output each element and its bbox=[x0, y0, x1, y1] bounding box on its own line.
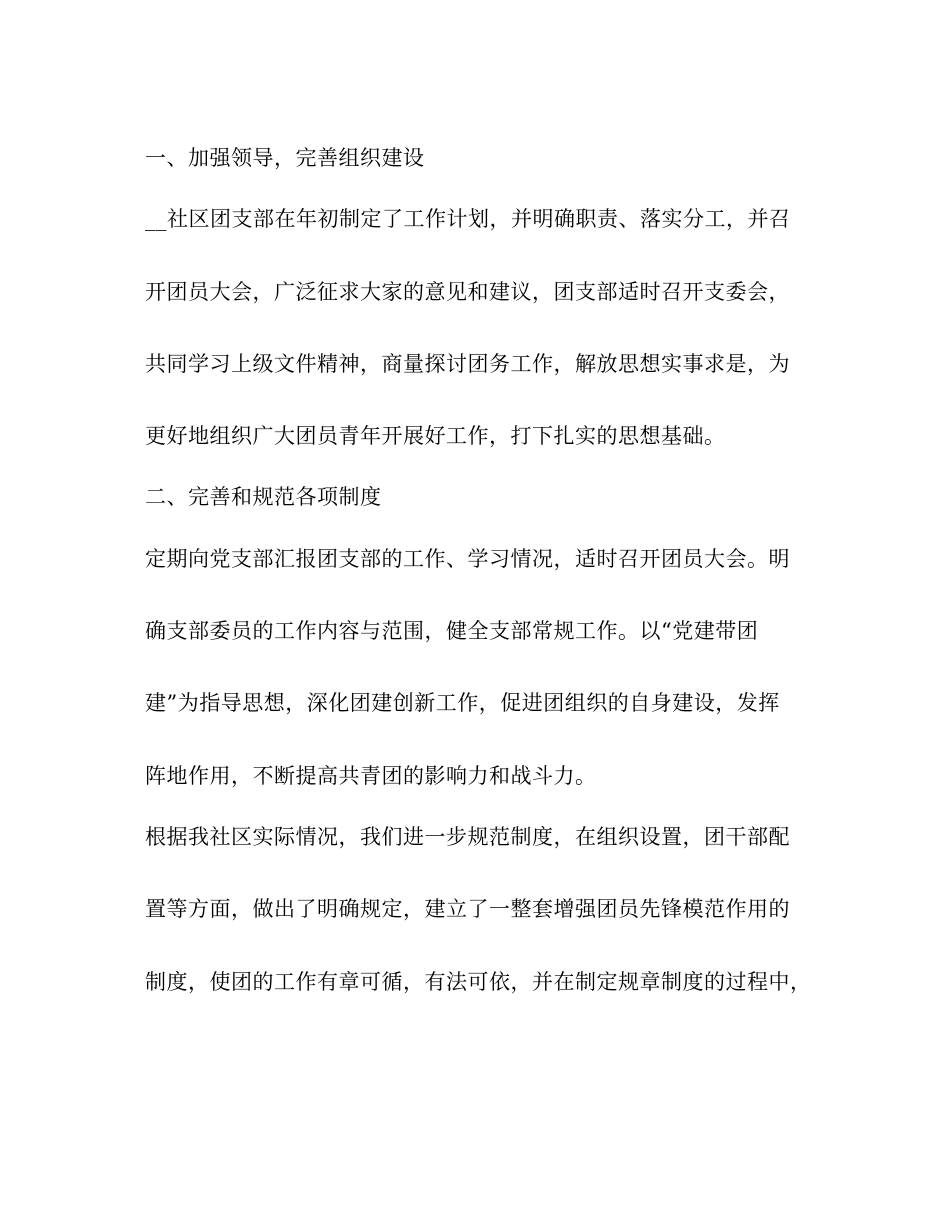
section-heading-2: 二、完善和规范各项制度 bbox=[145, 485, 382, 509]
paragraph-line: 定期向党支部汇报团支部的工作、学习情况，适时召开团员大会。明 bbox=[145, 547, 790, 571]
paragraph-line: 共同学习上级文件精神，商量探讨团务工作，解放思想实事求是，为 bbox=[145, 352, 790, 376]
paragraph-line: 开团员大会，广泛征求大家的意见和建议，团支部适时召开支委会， bbox=[145, 280, 790, 304]
paragraph-line: 确支部委员的工作内容与范围，健全支部常规工作。以“党建带团 bbox=[145, 619, 759, 643]
paragraph-line: 建”为指导思想，深化团建创新工作，促进团组织的自身建设，发挥 bbox=[145, 691, 780, 715]
paragraph-line: 置等方面，做出了明确规定，建立了一整套增强团员先锋模范作用的 bbox=[145, 897, 790, 921]
paragraph-line: 阵地作用，不断提高共青团的影响力和战斗力。 bbox=[145, 764, 597, 788]
paragraph-line: 更好地组织广大团员青年开展好工作，打下扎实的思想基础。 bbox=[145, 424, 726, 448]
section-heading-1: 一、加强领导，完善组织建设 bbox=[145, 146, 425, 170]
paragraph-line: 根据我社区实际情况，我们进一步规范制度，在组织设置，团干部配 bbox=[145, 825, 790, 849]
paragraph-line: 制度，使团的工作有章可循，有法可依，并在制定规章制度的过程中， bbox=[145, 970, 812, 994]
paragraph-line: __社区团支部在年初制定了工作计划，并明确职责、落实分工，并召 bbox=[145, 207, 791, 231]
